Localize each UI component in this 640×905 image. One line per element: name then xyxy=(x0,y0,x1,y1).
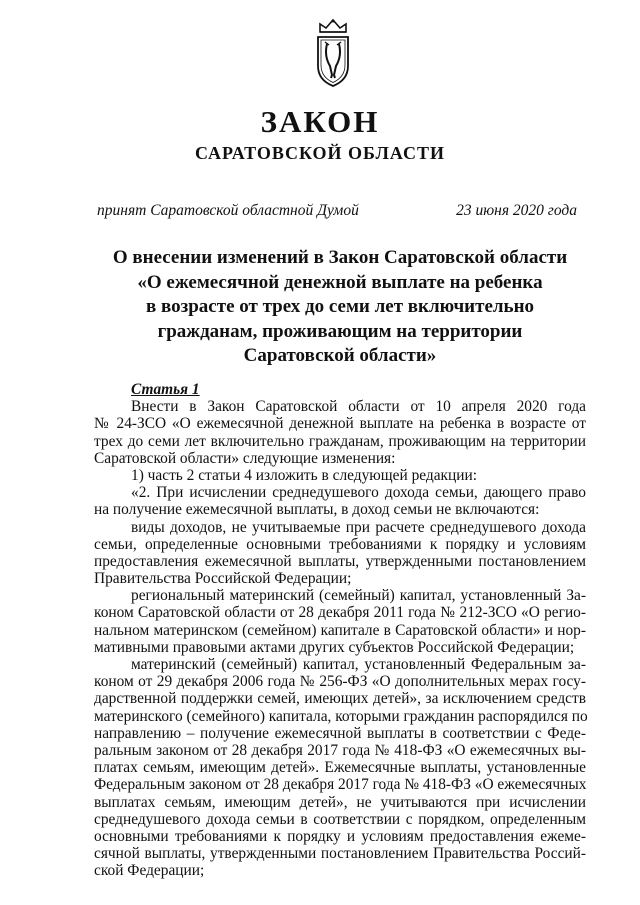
heading-line: гражданам, проживающим на территории xyxy=(157,320,523,342)
adopted-by-text: принят Саратовской областной Думой xyxy=(97,202,359,219)
article-title: Статья 1 xyxy=(131,381,200,398)
article-body-lines xyxy=(94,398,586,879)
body-line: направлению – получение ежемесячной выплаты в соответствии с Феде- xyxy=(94,724,586,742)
law-title: ЗАКОН xyxy=(260,104,380,139)
heading-line: «О ежемесячной денежной выплате на ребенка xyxy=(137,271,543,293)
heading-line: О внесении изменений в Закон Саратовской области xyxy=(112,247,568,268)
body-line: «2. При исчислении среднедушевого дохода семьи, дающего право xyxy=(131,484,586,502)
body-line: ской Федерации; xyxy=(94,862,205,880)
body-line: коном Саратовской области от 28 декабря 2011 года № 212-ЗСО «О регио- xyxy=(94,604,586,622)
heading-line: Саратовской области» xyxy=(243,345,437,367)
heading-line: в возрасте от трех до семи лет включительно xyxy=(145,296,535,318)
body-line: виды доходов, не учитываемые при расчете среднедушевого дохода xyxy=(131,518,586,536)
body-line: среднедушевого дохода семьи в соответствии с порядком, определенным xyxy=(94,810,586,828)
body-line: Внести в Закон Саратовской области от 10 апреля 2020 года xyxy=(131,398,586,416)
body-line: Саратовской области» следующие изменения: xyxy=(94,449,396,467)
adopted-date-text: 23 июня 2020 года xyxy=(456,202,577,219)
body-line: Федеральным законом от 28 декабря 2017 года № 418-ФЗ «О ежемесячных xyxy=(94,776,587,794)
document-heading xyxy=(95,246,585,369)
body-line: выплатах семьям, имеющим детей», не учитываются при исчислении xyxy=(94,793,586,811)
body-line: сячной выплаты, утвержденными постановлением Правительства Россий- xyxy=(94,845,586,863)
body-line: ральным законом от 28 декабря 2017 года № 418-ФЗ «О ежемесячных вы- xyxy=(94,741,586,759)
body-line: на получение ежемесячной выплаты, в доход семьи не включаются: xyxy=(94,501,540,519)
body-line: Правительства Российской Федерации; xyxy=(94,570,352,588)
body-line: семьи, определенные основными требованиями к порядку и условиям xyxy=(94,535,586,553)
body-line: нальном материнском (семейном) капитале в Саратовской области» и нор- xyxy=(94,621,586,639)
body-line: № 24-ЗСО «О ежемесячной денежной выплате на ребенка в возрасте от xyxy=(94,415,586,433)
body-line: платах семьям, имеющим детей». Ежемесячные выплаты, установленные xyxy=(94,759,586,777)
law-subtitle: САРАТОВСКОЙ ОБЛАСТИ xyxy=(194,143,446,163)
body-line: материнский (семейный) капитал, установленный Федеральным за- xyxy=(131,656,586,673)
body-line: материнского (семейного) капитала, которыми гражданин распорядился по xyxy=(94,707,588,725)
body-line: основными требованиями к порядку и условиям предоставления ежеме- xyxy=(94,827,586,845)
body-line: трех до семи лет включительно гражданам, проживающим на территории xyxy=(94,432,586,450)
body-line: коном от 29 декабря 2006 года № 256-ФЗ «О дополнительных мерах госу- xyxy=(94,673,586,691)
saratov-coat-of-arms-emblem xyxy=(311,18,355,88)
body-line: предоставления ежемесячной выплаты, утвержденными постановлением xyxy=(94,552,586,570)
body-line: региональный материнский (семейный) капитал, установленный За- xyxy=(131,587,586,605)
body-line: мативными правовыми актами других субъектов Российской Федерации; xyxy=(94,638,575,656)
body-line: 1) часть 2 статьи 4 изложить в следующей редакции: xyxy=(131,466,478,484)
body-line: дарственной поддержки семей, имеющих детей», за исключением средств xyxy=(94,690,586,708)
article-body xyxy=(94,381,586,879)
